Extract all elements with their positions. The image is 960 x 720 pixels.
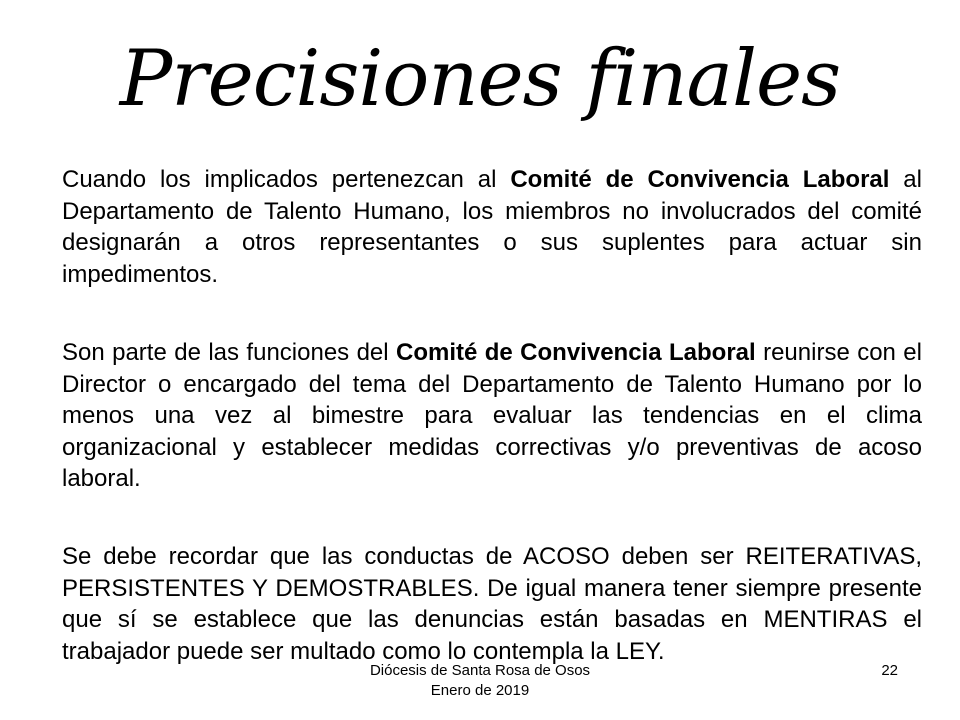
paragraph-3: Se debe recordar que las conductas de ACOSO deben ser REITERATIVAS, PERSISTENTES Y DEMOSTRABLES. De igual manera tener siempre presente que sí se establece que las denuncias están basadas en MENTIRAS el trabajador puede ser multado como lo contempla la LEY. [62,543,922,665]
paragraph-1-committee-name: Comité de Convivencia Laboral [510,166,890,193]
paragraph-1-text-end: al Departamento de Talento Humano, los miembros no involucrados del comité designarán a otros representantes o sus suplentes para actuar sin impedimentos. [62,166,922,288]
paragraph-2-text-end: reunirse con el Director o encargado del tema del Departamento de Talento Humano por lo menos una vez al bimestre para evaluar las tendencias en el clima organizacional y establecer medidas correctivas y/o preventivas de acoso laboral. [62,339,922,492]
footer-organization: Diócesis de Santa Rosa de Osos [369,662,591,679]
paragraph-2-text-start: Son parte de las funciones del [62,339,397,366]
slide-title: Precisiones finales [119,34,841,124]
footer-date: Enero de 2019 [430,682,530,699]
paragraph-2-committee-name: Comité de Convivencia Laboral [396,339,756,366]
footer [300,661,660,701]
paragraph-2 [62,337,922,495]
paragraph-1-text-start: Cuando los implicados pertenezcan al [62,166,511,193]
page-number: 22 [881,662,898,679]
paragraph-1 [62,164,922,290]
